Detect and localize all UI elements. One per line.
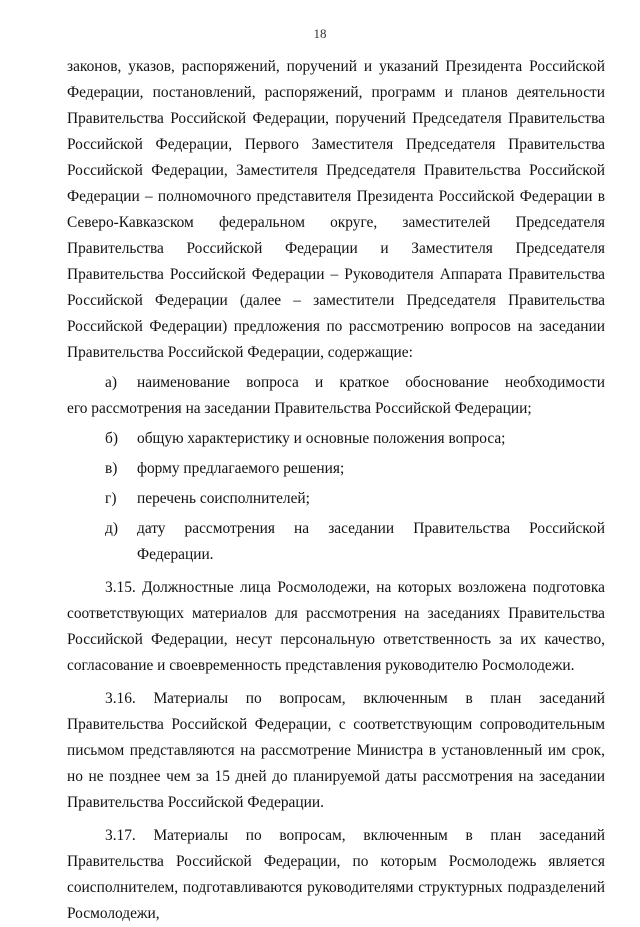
paragraph-intro: законов, указов, распоряжений, поручений и указаний Президента Российской Федерации, постановлений, распоряжений, программ и планов деятельности Правительства Российской Федерации, поручений Председателя Правительства Российской Федерации, Первого Заместителя Председателя Правительства Российской Федерации, Заместителя Председателя Правительства Российской Федерации – полномочного представителя Президента Российской Федерации в Северо-Кавказском федеральном округе, заместителей Председателя Правительства Российской Федерации и Заместителя Председателя Правительства Российской Федерации – Руководителя Аппарата Правительства Российской Федерации (далее – заместители Председателя Правительства Российской Федерации) предложения по рассмотрению вопросов на заседании Правительства Российской Федерации, содержащие: [67, 58, 605, 361]
list-text-g: перечень соисполнителей; [137, 490, 310, 507]
list-item-v [67, 456, 605, 482]
page-number: 18 [313, 26, 327, 41]
list-item-g [67, 486, 605, 512]
body-text [67, 54, 605, 927]
list-item-b [67, 426, 605, 452]
list-item-a [67, 370, 605, 422]
list-marker-g: г) [105, 490, 117, 507]
list-marker-d: д) [105, 520, 118, 537]
list-text-a-cont: его рассмотрения на заседании Правительства Российской Федерации; [67, 400, 532, 417]
list-text-a-lead: наименование вопроса и краткое обоснование необходимости [137, 374, 605, 391]
list-marker-v: в) [105, 460, 118, 477]
list-marker-a: а) [105, 374, 117, 391]
list-item-d [67, 516, 605, 568]
paragraph-3-15: 3.15. Должностные лица Росмолодежи, на которых возложена подготовка соответствующих материалов для рассмотрения на заседаниях Правительства Российской Федерации, несут персональную ответственность за их качество, согласование и своевременность представления руководителю Росмолодежи. [67, 579, 605, 674]
paragraph-3-16: 3.16. Материалы по вопросам, включенным в план заседаний Правительства Российской Федерации, с соответствующим сопроводительным письмом представляются на рассмотрение Министра в установленный им срок, но не позднее чем за 15 дней до планируемой даты рассмотрения на заседании Правительства Российской Федерации. [67, 690, 605, 811]
list-text-v: форму предлагаемого решения; [137, 460, 345, 477]
paragraph-3-17: 3.17. Материалы по вопросам, включенным в план заседаний Правительства Российской Федерации, по которым Росмолодежь является соисполнителем, подготавливаются руководителями структурных подразделений Росмолодежи, [67, 827, 605, 922]
list-text-b: общую характеристику и основные положения вопроса; [137, 430, 506, 447]
list-marker-b: б) [105, 430, 118, 447]
list-text-d: дату рассмотрения на заседании Правительства Российской Федерации. [137, 520, 605, 563]
